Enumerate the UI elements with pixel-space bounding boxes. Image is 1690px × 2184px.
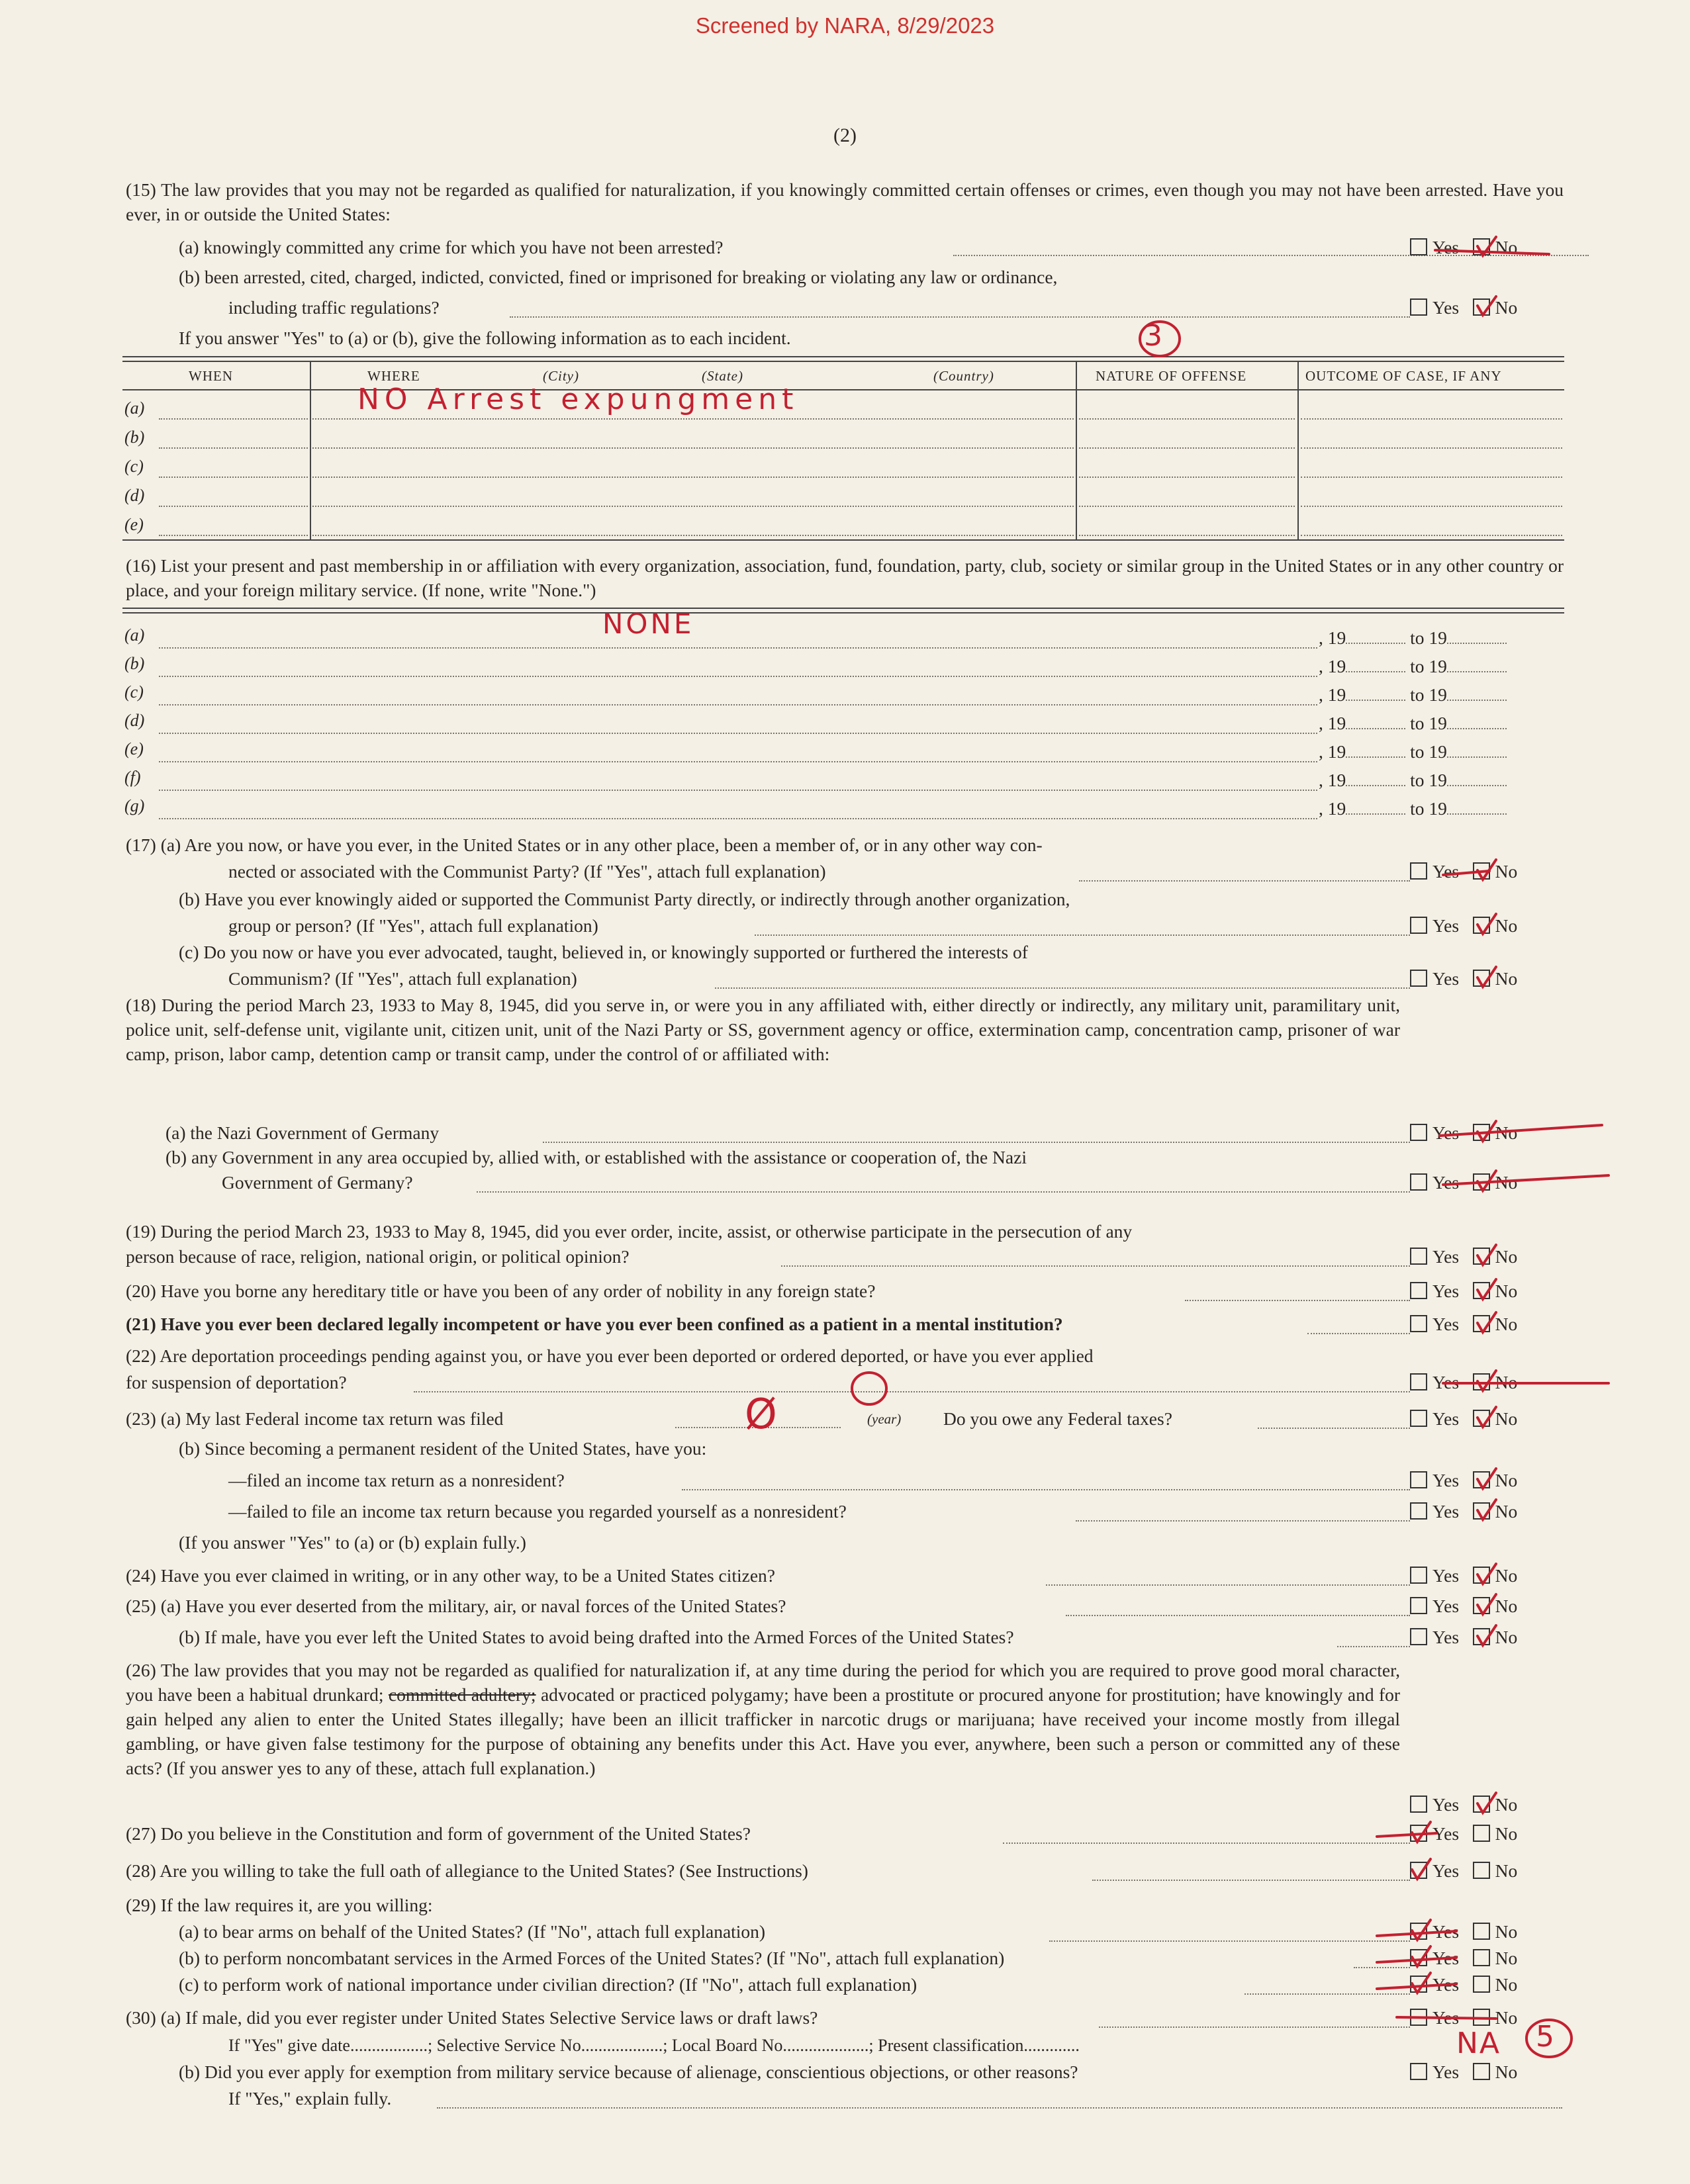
year-from: 19 [1327,684,1346,705]
no-label: No [1495,1246,1518,1267]
q16-row-label: (e) [124,739,144,758]
year-to: to 19 [1410,713,1447,733]
q16-intro: (16) List your present and past membership in or affiliation with every organization, association, fund, foundation, party, club, society or similar group in the United States or in any other country or place, and your foreign military service. (If none, write "None.") [126,555,1564,600]
no-label: No [1495,1860,1518,1881]
no-checkmark-icon [1478,1279,1496,1299]
q16-years: , 19 to 19 [1319,739,1507,764]
q17-b-text-2: group or person? (If "Yes", attach full explanation) [228,915,598,936]
no-checkmark-icon [1478,1245,1496,1265]
q17-a-text-2: nected or associated with the Communist Party? (If "Yes", attach full explanation) [228,861,826,882]
year-from: 19 [1327,770,1346,790]
year-from: 19 [1327,713,1346,733]
q23-a-text: (23) (a) My last Federal income tax return was filed [126,1408,504,1429]
q30-a-text: (30) (a) If male, did you ever register under United States Selective Service laws or draft laws? [126,2007,818,2028]
q15-instruction: If you answer "Yes" to (a) or (b), give the following information as to each incident. [179,328,791,348]
no-checkmark-icon [1478,1312,1496,1332]
no-label: No [1495,1281,1518,1301]
col-nature: NATURE OF OFFENSE [1096,368,1247,384]
yes-label: Yes [1432,1627,1460,1647]
no-label: No [1495,237,1518,257]
page-number: (2) [833,124,857,146]
no-label: No [1495,1627,1518,1647]
q23-handwritten-year: Ø [745,1390,777,1438]
q16-years: , 19 to 19 [1319,654,1507,679]
yes-label: Yes [1432,1501,1460,1522]
q22-text-2: for suspension of deportation? [126,1372,347,1392]
q20-text: (20) Have you borne any hereditary title or have you been of any order of nobility in any foreign state? [126,1281,876,1301]
q30-detail: If "Yes" give date..................; Selective Service No...................; Local Board No....................; Present classification............. [228,2036,1080,2055]
col-city: (City) [543,368,579,384]
q23-b-text: (b) Since becoming a permanent resident of the United States, have you: [179,1438,707,1459]
no-checkmark-icon [1478,914,1496,934]
q16-handwritten-entry: NONE [602,608,694,640]
yes-checkmark-icon [1412,1822,1431,1842]
no-label: No [1495,297,1518,318]
yes-checkmark-icon [1412,1973,1431,1993]
year-to: to 19 [1410,656,1447,676]
q29-b-text: (b) to perform noncombatant services in the Armed Forces of the United States? (If "No", attach full explanation) [179,1948,1005,1968]
q15-handwritten-circle-number: 3 [1144,319,1162,353]
no-label: No [1495,1565,1518,1586]
q16-years: , 19 to 19 [1319,796,1507,821]
year-to: to 19 [1410,684,1447,705]
yes-label: Yes [1432,1596,1460,1616]
nara-screening-banner: Screened by NARA, 8/29/2023 [695,13,995,38]
q15-b-text-1: (b) been arrested, cited, charged, indicted, convicted, fined or imprisoned for breaking or violating any law or ordinance, [179,267,1058,287]
yes-label: Yes [1432,1372,1460,1392]
q16-row-label: (c) [124,682,144,702]
no-label: No [1495,2062,1518,2082]
col-when: WHEN [189,368,233,384]
q23-a-year-label: (year) [867,1411,902,1427]
yes-label: Yes [1432,1246,1460,1267]
circle-mark-icon [1140,322,1180,356]
q30-a-strike [1397,2017,1496,2019]
no-label: No [1495,1501,1518,1522]
no-label: No [1495,1974,1518,1995]
col-where: WHERE [367,368,420,384]
yes-label: Yes [1432,1172,1460,1193]
yes-label: Yes [1432,2062,1460,2082]
yes-label: Yes [1432,2007,1460,2028]
yes-label: Yes [1432,1408,1460,1429]
no-label: No [1495,1596,1518,1616]
q15-a-text: (a) knowingly committed any crime for which you have not been arrested? [179,237,724,257]
col-outcome: OUTCOME OF CASE, IF ANY [1305,368,1502,384]
q23-a-owe-taxes: Do you owe any Federal taxes? [943,1408,1172,1429]
no-checkmark-icon [1478,1469,1496,1488]
q30-b-text: (b) Did you ever apply for exemption from military service because of alienage, conscientious objections, or other reasons? [179,2062,1078,2082]
yes-checkmark-icon [1377,1931,1456,1936]
no-checkmark-icon [1443,871,1489,875]
q16-row-label: (f) [124,768,141,787]
no-checkmark-icon [1478,860,1496,880]
no-label: No [1495,915,1518,936]
no-label: No [1495,1372,1518,1392]
no-checkmark-icon [1440,1125,1602,1136]
yes-label: Yes [1432,1470,1460,1490]
no-checkmark-icon [1478,296,1496,315]
no-label: No [1495,1122,1518,1143]
q17-c-text-2: Communism? (If "Yes", attach full explanation) [228,968,577,989]
circle-mark-icon [1526,2020,1572,2057]
q17-a-text-1: (17) (a) Are you now, or have you ever, in the United States or in any other place, been a member of, or in any other way con- [126,835,1043,855]
circle-mark-icon [852,1373,886,1404]
yes-label: Yes [1432,968,1460,989]
q17-b-text-1: (b) Have you ever knowingly aided or supported the Communist Party directly, or indirectly through another organization, [179,889,1070,909]
col-state: (State) [702,368,743,384]
no-label: No [1495,1172,1518,1193]
q29-c-text: (c) to perform work of national importance under civilian direction? (If "No", attach full explanation) [179,1974,917,1995]
no-checkmark-icon [1478,1625,1496,1645]
q23-b1-text: —filed an income tax return as a nonresident? [228,1470,565,1490]
no-checkmark-icon [1478,1793,1496,1813]
yes-label: Yes [1432,1823,1460,1844]
yes-label: Yes [1432,237,1460,257]
yes-label: Yes [1432,1948,1460,1968]
q15-row-label: (c) [124,457,144,476]
q16-years: , 19 to 19 [1319,682,1507,707]
no-checkmark-icon [1478,1564,1496,1584]
yes-label: Yes [1432,1921,1460,1942]
q16-row-label: (a) [124,625,145,645]
year-from: 19 [1327,656,1346,676]
year-to: to 19 [1410,627,1447,648]
no-label: No [1495,1314,1518,1334]
q18-a-text: (a) the Nazi Government of Germany [165,1122,440,1143]
q16-years: , 19 to 19 [1319,625,1507,651]
q16-row-label: (d) [124,711,145,730]
yes-checkmark-icon [1377,1984,1456,1989]
yes-checkmark-icon [1412,1859,1431,1879]
year-from: 19 [1327,798,1346,819]
yes-label: Yes [1432,1974,1460,1995]
q26-struck-text: committed adultery; [388,1684,536,1705]
q30-handwritten-circle-number: 5 [1536,2020,1554,2054]
q29-intro: (29) If the law requires it, are you willing: [126,1895,433,1915]
no-label: No [1495,1921,1518,1942]
q30-explain: If "Yes," explain fully. [228,2088,392,2109]
q15-row-label: (a) [124,398,145,418]
q30-handwritten-mark: NA [1456,2026,1501,2060]
q16-years: , 19 to 19 [1319,768,1507,793]
q16-row-label: (g) [124,796,145,815]
year-to: to 19 [1410,741,1447,762]
year-from: 19 [1327,627,1346,648]
no-checkmark-icon [1478,967,1496,987]
q15-row-label: (d) [124,486,145,505]
yes-label: Yes [1432,1281,1460,1301]
q18-b-text-1: (b) any Government in any area occupied by, allied with, or established with the assistance or cooperation of, the Nazi [165,1147,1027,1167]
q24-text: (24) Have you ever claimed in writing, or in any other way, to be a United States citizen? [126,1565,776,1586]
yes-label: Yes [1432,861,1460,882]
q26-text-part-2: advocated or practiced polygamy; have been a prostitute or procured anyone for prostitution; have knowingly and for gain helped any alien to enter the United States illegally; have been an illicit trafficker in narcotic drugs or marijuana; have received your income mostly from illegal gambling, or have given false testimony for the purpose of obtaining any benefits under this Act. Have you ever, anywhere, been such a person or committed any of these acts? (If you answer yes to any of these, attach full explanation.) [126,1684,1401,1778]
yes-label: Yes [1432,915,1460,936]
no-label: No [1495,1948,1518,1968]
no-checkmark-icon [1443,1175,1609,1185]
yes-checkmark-icon [1377,1833,1436,1837]
no-label: No [1495,2007,1518,2028]
q16-row-label: (b) [124,654,145,673]
no-checkmark-icon [1435,250,1549,254]
q17-c-text-1: (c) Do you now or have you ever advocated, taught, believed in, or knowingly supported or furthered the interests of [179,942,1028,962]
yes-label: Yes [1432,1122,1460,1143]
q22-text-1: (22) Are deportation proceedings pending against you, or have you ever been deported or ordered deported, or have you ever applied [126,1345,1094,1366]
year-to: to 19 [1410,798,1447,819]
yes-label: Yes [1432,1860,1460,1881]
q25-a-text: (25) (a) Have you ever deserted from the military, air, or naval forces of the United States? [126,1596,786,1616]
yes-label: Yes [1432,297,1460,318]
yes-checkmark-icon [1377,1958,1456,1962]
no-label: No [1495,1470,1518,1490]
yes-label: Yes [1432,1794,1460,1815]
q19-text-1: (19) During the period March 23, 1933 to May 8, 1945, did you ever order, incite, assist, or otherwise participate in the persecution of any [126,1221,1133,1242]
q19-text-2: person because of race, religion, national origin, or political opinion? [126,1246,630,1267]
no-label: No [1495,968,1518,989]
no-label: No [1495,1823,1518,1844]
q15-b-text-2: including traffic regulations? [228,297,440,318]
no-checkmark-icon [1478,1594,1496,1614]
q25-b-text: (b) If male, have you ever left the United States to avoid being drafted into the Armed Forces of the United States? [179,1627,1014,1647]
q15-intro: (15) The law provides that you may not be regarded as qualified for naturalization, if you knowingly committed certain offenses or crimes, even though you may not have been arrested. Have you ever, in or outside the United States: [126,179,1564,224]
q18-b-text-2: Government of Germany? [222,1172,413,1193]
no-checkmark-icon [1478,1407,1496,1427]
yes-label: Yes [1432,1565,1460,1586]
no-checkmark-icon [1478,1371,1496,1390]
q15-handwritten-entry: NO Arrest expungment [357,383,799,416]
year-to: to 19 [1410,770,1447,790]
year-from: 19 [1327,741,1346,762]
no-label: No [1495,1408,1518,1429]
q27-text: (27) Do you believe in the Constitution and form of government of the United States? [126,1823,751,1844]
q15-row-label: (b) [124,428,145,447]
no-label: No [1495,1794,1518,1815]
q23-explain: (If you answer "Yes" to (a) or (b) explain fully.) [179,1532,526,1553]
q18-intro: (18) During the period March 23, 1933 to May 8, 1945, did you serve in, or were you in any affiliated with, either directly or indirectly, any military unit, paramilitary unit, police unit, self-defense unit, vigilante unit, citizen unit, unit of the Nazi Party or SS, government agency or office, extermination camp, concentration camp, prisoner of war camp, prison, labor camp, detention camp or transit camp, under the control of or affiliated with: [126,995,1400,1064]
q15-row-label: (e) [124,515,144,534]
q16-years: , 19 to 19 [1319,711,1507,736]
q26-text-part-1: (26) The law provides that you may not be regarded as qualified for naturalization if, at any time during the period for which you are required to prove good moral character, you have been a habitual drunkard; [126,1660,1400,1705]
q28-text: (28) Are you willing to take the full oath of allegiance to the United States? (See Instructions) [126,1860,808,1881]
yes-checkmark-icon [1412,1920,1431,1940]
q29-a-text: (a) to bear arms on behalf of the United States? (If "No", attach full explanation) [179,1921,766,1942]
col-country: (Country) [933,368,994,384]
yes-label: Yes [1432,1314,1460,1334]
q21-text: (21) Have you ever been declared legally incompetent or have you ever been confined as a patient in a mental institution? [126,1314,1063,1334]
no-label: No [1495,861,1518,882]
q23-b2-text: —failed to file an income tax return because you regarded yourself as a nonresident? [228,1501,847,1522]
yes-checkmark-icon [1412,1946,1431,1966]
no-checkmark-icon [1478,1500,1496,1520]
